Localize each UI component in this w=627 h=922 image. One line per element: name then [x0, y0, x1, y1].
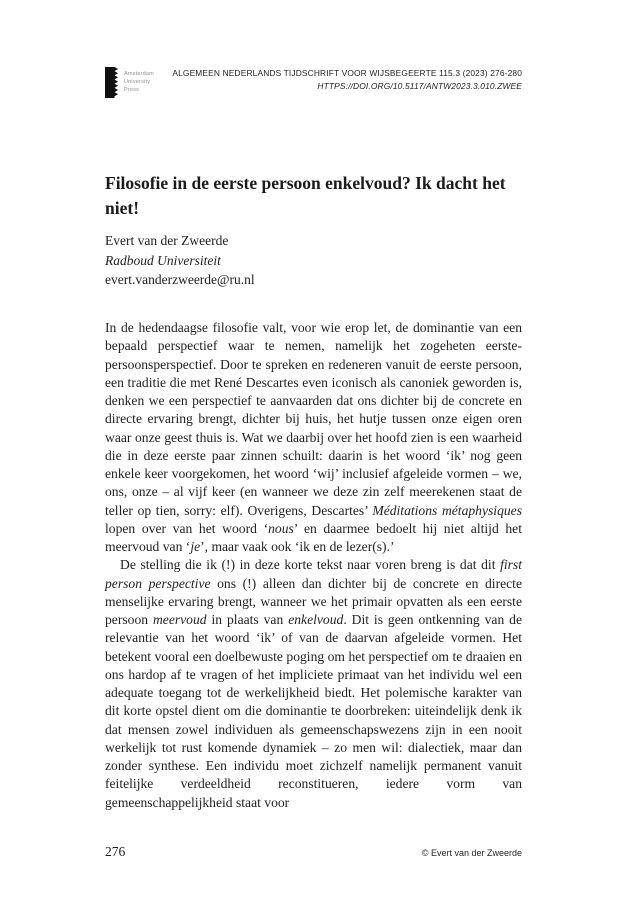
aup-logo-text [124, 67, 154, 94]
page-footer [105, 844, 522, 860]
copyright-notice: © Evert van der Zweerde [421, 848, 522, 858]
journal-header [105, 67, 522, 98]
author-name: Evert van der Zweerde [105, 233, 229, 248]
paragraph: In de hedendaagse filosofie valt, voor wie erop let, de dominantie van een bepaald perspectief waar te nemen, namelijk het zogeheten eerste-persoonsperspectief. Door te spreken en redeneren vanuit de eerste persoon, een traditie die met René Descartes even iconisch als canoniek geworden is, denken we een perspectief te aanvaarden dat ons dichter bij de concrete en directe ervaring brengt, dichter bij huis, het hutje tussen onze eigen oren waar onze geest thuis is. Wat we daarbij over het hoofd zien is een waarheid die in deze eerste paar zinnen schuilt: daarin is het woord ‘ik’ nog geen enkele keer voorgekomen, het woord ‘wij’ inclusief afgeleide vormen – we, ons, onze – al vijf keer (en wanneer we deze zin zelf meerekenen staat de teller op tien, sorry: elf). Overigens, Descartes’ Méditations métaphysiques lopen over van het woord ‘nous’ en daarmee bedoelt hij niet altijd het meervoud van ‘je’, maar vaak ook ‘ik en de lezer(s).’ [105, 320, 522, 554]
doi-link: HTTPS://DOI.ORG/10.5117/ANTW2023.3.010.ZWEE [317, 81, 522, 91]
paragraph: De stelling die ik (!) in deze korte tekst naar voren breng is dat dit first person perspective ons (!) alleen dan dichter bij de concrete en directe menselijke ervaring brengt, wanneer we het primair opvatten als een eerste persoon meervoud in plaats van enkelvoud. Dit is geen ontkenning van de relevantie van het woord ‘ik’ of van de daarvan afgeleide vormen. Het betekent vooral een doelbewuste poging om het perspectief om te draaien en ons hardop af te vragen of het impliciete primaat van het individu wel een adequate toegang tot de werkelijkheid biedt. Het polemische karakter van dit korte opstel dient om die dominantie te doorbreken: uiteindelijk denk ik dat mensen zowel individuen als gemeenschapswezens zijn in een nooit werkelijk tot rust komende dynamiek – zo men wil: dialectiek, maar dan zonder synthese. Een individu moet zichzelf namelijk permanent vanuit feitelijke verdeeldheid reconstitueren, iedere vorm van gemeenschappelijkheid staat voor [105, 557, 522, 810]
aup-logo-line-3: Press [124, 87, 140, 93]
article-body [105, 319, 522, 812]
journal-citation: ALGEMEEN NEDERLANDS TIJDSCHRIFT VOOR WIJSBEGEERTE 115.3 (2023) 276-280 [172, 68, 522, 78]
aup-logo-mark [105, 67, 118, 98]
page-number: 276 [105, 844, 126, 859]
author-block [105, 231, 522, 290]
aup-logo-line-1: Amsterdam [124, 71, 154, 77]
aup-logo-line-2: University [124, 79, 151, 85]
article-title: Filosofie in de eerste persoon enkelvoud? Ik dacht het niet! [105, 173, 506, 218]
aup-logo [105, 67, 154, 98]
author-affiliation: Radboud Universiteit [105, 252, 221, 268]
author-email: evert.vanderzweerde@ru.nl [105, 272, 255, 288]
journal-citation-block [172, 67, 522, 93]
